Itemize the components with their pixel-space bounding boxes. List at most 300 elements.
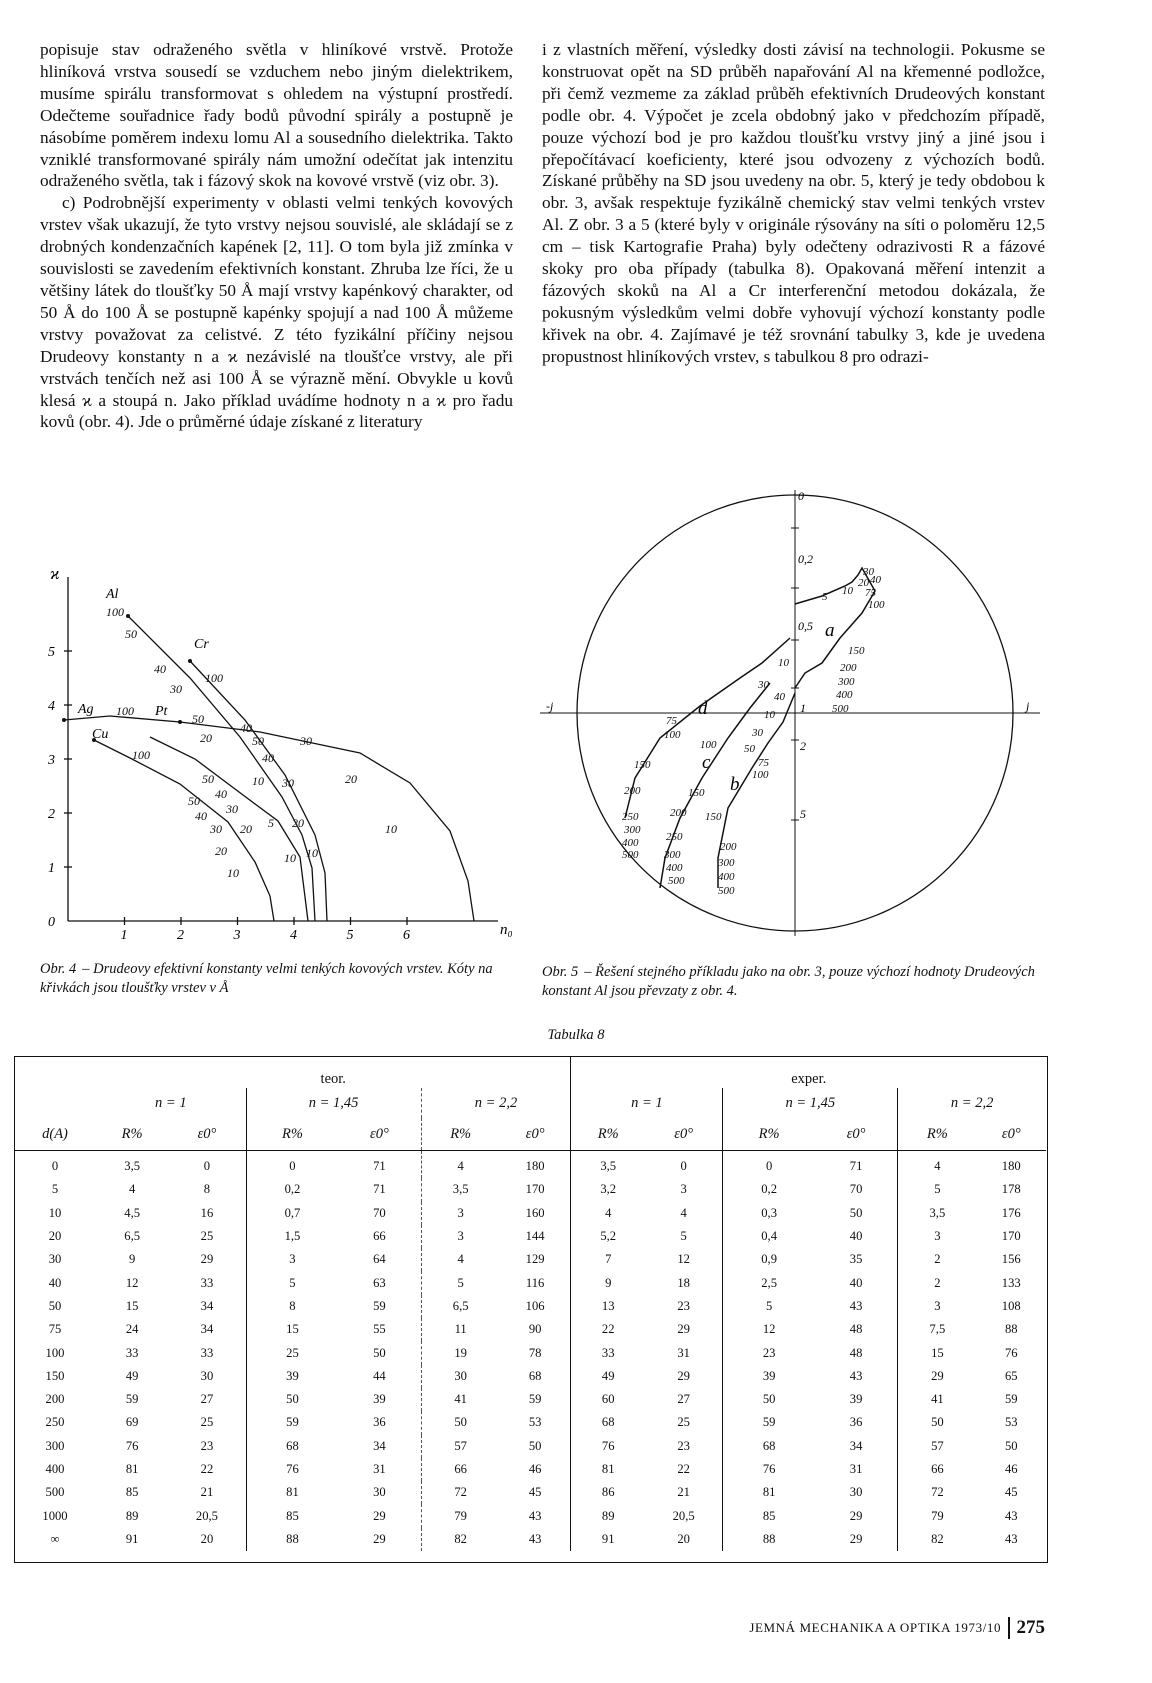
x-tick-label: 3 — [233, 928, 241, 943]
table-cell: 34 — [849, 1438, 863, 1453]
annotation: 10 — [764, 709, 775, 721]
table-row — [14, 1341, 1046, 1364]
table-cell: 12 — [723, 1318, 815, 1341]
table-cell: 4,5 — [124, 1205, 141, 1220]
table-cell: 49 — [125, 1368, 139, 1383]
e-header: ε0° — [645, 1118, 723, 1151]
table-cell: 81 — [723, 1481, 815, 1504]
x-tick-label: 2 — [177, 928, 184, 943]
annotation: 30 — [758, 679, 769, 691]
caption-label: Obr. 5 — [542, 964, 579, 980]
e-header: ε0° — [977, 1118, 1047, 1151]
table-cell: 0 — [680, 1159, 687, 1174]
table-cell: 63 — [373, 1275, 386, 1290]
table-cell: 40 — [849, 1275, 863, 1290]
table-cell: 0,2 — [723, 1178, 815, 1201]
table-cell: 39 — [246, 1365, 338, 1388]
r-header: R% — [571, 1118, 645, 1151]
text-column-right — [542, 39, 1045, 368]
table-cell: 7,5 — [898, 1318, 977, 1341]
thickness-cell: 0 — [51, 1159, 59, 1174]
annotation: 30 — [226, 802, 238, 816]
table-cell: 81 — [571, 1458, 645, 1481]
table-cell: 156 — [1001, 1252, 1021, 1267]
paragraph: i z vlastních měření, výsledky dosti závisí na technologii. Pokusme se konstruovat opět na SD průběh napařování Al na křemenné podložce, při čemž vezmeme za základ průběh efektivních Drudeových konstant podle obr. 4. Výpočet je zcela obdobný jako v předchozím případě, pouze výchozí bod je pro každou tloušťku vrstvy jiný a jiné jsou i přepočítávací koeficienty, které jsou odvozeny z výchozích bodů. Získané průběhy na SD jsou uvedeny na obr. 5, který je tedy obdobou k obr. 3, avšak respektuje fyzikálně chemický stav velmi tenkých vrstev Al. Z obr. 3 a 5 (které byly v originále rýsovány na síti o poloměru 12,5 cm – tisk Kartografie Praha) byly odečteny odrazivosti R a fázové skoky pro oba případy (tabulka 8). Opakovaná měření intenzit a fázových skoků na Al a Cr interferenční metodou dokázala, že pokusným výsledkům velmi dobře vyhovují výchozí konstanty podle křivek na obr. 4. Zajímavé je též srovnání tabulky 3, kde je uvedena propustnost hliníkových vrstev, s tabulkou 8 pro odrazi- — [542, 40, 1045, 366]
axis-tick: 1 — [800, 701, 806, 715]
table-cell: 89 — [125, 1508, 139, 1523]
table-row — [14, 1435, 1046, 1458]
curve-label-d: d — [698, 698, 708, 719]
table-cell: 3 — [421, 1202, 500, 1225]
table-cell: 79 — [898, 1504, 977, 1527]
table-cell: 29 — [200, 1252, 214, 1267]
table-cell: 59 — [373, 1298, 386, 1313]
curve-label-pt: Pt — [155, 704, 168, 719]
table-cell: 3,2 — [571, 1178, 645, 1201]
table-cell: 5 — [723, 1295, 815, 1318]
annotation: 500 — [668, 875, 685, 887]
table-cell: 180 — [1001, 1159, 1021, 1174]
table-cell: 3,5 — [571, 1151, 645, 1179]
table-cell: 1,5 — [246, 1225, 338, 1248]
table-cell: 2 — [898, 1248, 977, 1271]
thickness-cell: 100 — [45, 1345, 65, 1360]
thickness-cell: 300 — [45, 1438, 65, 1453]
annotation: 75 — [865, 587, 876, 599]
table-cell: 85 — [723, 1504, 815, 1527]
table-cell: 4 — [680, 1205, 687, 1220]
table-cell: 88 — [246, 1528, 338, 1551]
r-header: R% — [421, 1118, 500, 1151]
table-cell: 170 — [525, 1182, 545, 1197]
table-cell: 3,5 — [898, 1202, 977, 1225]
annotation: 300 — [838, 676, 855, 688]
table-cell: 144 — [525, 1229, 545, 1244]
table-cell: 29 — [373, 1531, 386, 1546]
thickness-cell: 50 — [48, 1298, 62, 1313]
curve-label-al: Al — [106, 587, 119, 602]
table-cell: 50 — [528, 1438, 542, 1453]
annotation: 250 — [622, 811, 639, 823]
curve-label-a: a — [825, 620, 835, 641]
r-header: R% — [723, 1118, 815, 1151]
table-cell: 55 — [373, 1322, 386, 1337]
y-tick-label: 2 — [48, 807, 55, 822]
table-cell: 86 — [571, 1481, 645, 1504]
table-cell: 24 — [125, 1322, 139, 1337]
table-cell: 0 — [203, 1159, 211, 1174]
annotation: 10 — [842, 585, 853, 597]
table-cell: 72 — [421, 1481, 500, 1504]
table-cell: 19 — [421, 1341, 500, 1364]
table-cell: 25 — [246, 1341, 338, 1364]
annotation: 500 — [718, 885, 735, 897]
curve-label-cu: Cu — [92, 727, 109, 742]
table-cell: 5,2 — [571, 1225, 645, 1248]
annotation: 500 — [832, 703, 849, 715]
table-cell: 0 — [723, 1151, 815, 1179]
table-cell: 0,9 — [723, 1248, 815, 1271]
thickness-cell: 5 — [51, 1182, 59, 1197]
table-cell: 76 — [125, 1438, 139, 1453]
table-cell: 50 — [373, 1345, 386, 1360]
data-table — [14, 1056, 1046, 1551]
table-cell: 33 — [200, 1275, 214, 1290]
annotation: 30 — [752, 727, 763, 739]
table-cell: 88 — [723, 1528, 815, 1551]
table-cell: 57 — [898, 1435, 977, 1458]
table-cell: 3 — [898, 1295, 977, 1318]
table-cell: 41 — [898, 1388, 977, 1411]
table-cell: 15 — [246, 1318, 338, 1341]
table-cell: 30 — [200, 1368, 214, 1383]
table-cell: 36 — [849, 1415, 863, 1430]
table-cell: 29 — [373, 1508, 386, 1523]
annotation: 40 — [870, 574, 881, 586]
table-row — [14, 1458, 1046, 1481]
table-cell: 76 — [246, 1458, 338, 1481]
table-cell: 66 — [898, 1458, 977, 1481]
thickness-cell: 200 — [45, 1392, 65, 1407]
table-cell: 59 — [246, 1411, 338, 1434]
table-cell: 31 — [677, 1345, 690, 1360]
table-cell: 50 — [723, 1388, 815, 1411]
table-cell: 59 — [528, 1392, 542, 1407]
table-cell: 70 — [849, 1182, 863, 1197]
annotation: 10 — [306, 846, 318, 860]
table-cell: 34 — [200, 1322, 214, 1337]
x-axis-label: n₀ — [500, 922, 513, 938]
axis-tick: 2 — [800, 739, 806, 753]
table-cell: 48 — [849, 1322, 863, 1337]
table-row — [14, 1202, 1046, 1225]
annotation: 100 — [664, 729, 681, 741]
table-cell: 46 — [1004, 1462, 1018, 1476]
table-cell: 76 — [723, 1458, 815, 1481]
table-cell: 5 — [246, 1271, 338, 1294]
annotation: 20 — [345, 772, 357, 786]
journal-name: JEMNÁ MECHANIKA A OPTIKA 1973/10 — [749, 1620, 1002, 1635]
table-cell: 30 — [849, 1485, 863, 1500]
table-cell: 29 — [849, 1508, 863, 1523]
table-cell: 4 — [898, 1151, 977, 1179]
table-caption: Tabulka 8 — [547, 1027, 605, 1043]
annotation: 20 — [292, 816, 304, 830]
y-tick-label: 1 — [48, 861, 55, 876]
group-label-teor: teor. — [320, 1071, 346, 1087]
annotation: 50 — [202, 772, 214, 786]
table-cell: 12 — [125, 1275, 139, 1290]
table-row — [14, 1411, 1046, 1434]
table-cell: 22 — [571, 1318, 645, 1341]
table-cell: 20 — [677, 1531, 690, 1546]
table-cell: 71 — [373, 1159, 386, 1174]
table-cell: 89 — [571, 1504, 645, 1527]
annotation: 100 — [700, 739, 717, 751]
table-row — [14, 1248, 1046, 1271]
annotation: 150 — [705, 811, 722, 823]
paragraph: c) Podrobnější experimenty v oblasti velmi tenkých kovových vrstev však ukazují, že tyto vrstvy nejsou souvislé, ale skládají se z drobných kondenzačních kapének [2, 11]. O tom byla již zmínka v souvislosti se zavedením efektivních konstant. Zhruba lze říci, že u většiny látek do tloušťky 50 Å mají vrstvy kapénkový charakter, od 50 Å do 100 Å se postupně kapénky spojují a nad 100 Å můžeme vrstvy považovat za celistvé. Z této fyzikální příčiny nejsou Drudeovy konstanty n a ϰ nezávislé na tloušťce vrstvy, ale při vrstvách tenčích než asi 100 Å se výrazně mění. Obvykle u kovů klesá ϰ a stoupá n. Jako příklad uvádíme hodnoty n a ϰ pro řadu kovů (obr. 4). Jde o průměrné údaje získané z literatury — [40, 193, 513, 432]
table-cell: 34 — [200, 1298, 214, 1313]
annotation: 100 — [868, 599, 885, 611]
annotation: 30 — [170, 682, 182, 696]
annotation: 5 — [822, 591, 828, 603]
table-cell: 36 — [373, 1415, 386, 1430]
annotation: 400 — [622, 837, 639, 849]
table-cell: 8 — [203, 1182, 211, 1197]
annotation: 500 — [622, 849, 639, 861]
table-cell: 170 — [1001, 1229, 1021, 1244]
table-cell: 57 — [421, 1435, 500, 1458]
annotation: 10 — [385, 822, 397, 836]
table-cell: 59 — [125, 1392, 139, 1407]
table-cell: 39 — [723, 1365, 815, 1388]
annotation: 40 — [262, 751, 274, 765]
y-tick-label: 0 — [48, 915, 55, 930]
point-marker — [62, 718, 66, 722]
table-cell: 41 — [421, 1388, 500, 1411]
divider — [1008, 1617, 1009, 1639]
annotation: 40 — [195, 809, 207, 823]
table-cell: 33 — [571, 1341, 645, 1364]
annotation: 40 — [215, 787, 227, 801]
table-cell: 59 — [1004, 1392, 1018, 1407]
table-cell: 108 — [1001, 1298, 1021, 1313]
table-cell: 25 — [677, 1415, 690, 1430]
table-cell: 53 — [528, 1415, 542, 1430]
table-cell: 3 — [680, 1182, 687, 1197]
table-cell: 68 — [246, 1435, 338, 1458]
table-row — [14, 1365, 1046, 1388]
text-column-left — [40, 39, 513, 433]
table-cell: 5 — [898, 1178, 977, 1201]
table-cell: 5 — [680, 1229, 687, 1244]
table-cell: 53 — [1004, 1415, 1018, 1430]
table-cell: 22 — [677, 1462, 690, 1476]
table-row — [14, 1151, 1046, 1179]
table-cell: 81 — [246, 1481, 338, 1504]
table-row — [14, 1318, 1046, 1341]
table-cell: 45 — [528, 1485, 542, 1500]
curve-label-ag: Ag — [78, 702, 94, 717]
table-cell: 29 — [677, 1322, 690, 1337]
table-cell: 12 — [677, 1252, 690, 1267]
table-cell: 7 — [571, 1248, 645, 1271]
group-label-exper: exper. — [571, 1056, 1046, 1088]
thickness-cell: 75 — [48, 1322, 62, 1337]
table-cell: 78 — [528, 1345, 542, 1360]
annotation: 20 — [215, 844, 227, 858]
n-header: n = 2,2 — [898, 1088, 1046, 1118]
curve-label-b: b — [730, 774, 740, 795]
curve-pt — [150, 737, 308, 921]
table-cell: 91 — [571, 1528, 645, 1551]
annotation: 20 — [200, 731, 212, 745]
table-cell: 3,5 — [421, 1178, 500, 1201]
table-cell: 76 — [1004, 1345, 1018, 1360]
curve-d — [625, 638, 790, 818]
axis-tick: 0 — [798, 489, 804, 503]
table-cell: 35 — [849, 1252, 863, 1267]
x-tick-label: 4 — [290, 928, 297, 943]
table-cell: 40 — [849, 1229, 863, 1244]
table-cell: 66 — [373, 1229, 386, 1244]
table-cell: 81 — [125, 1462, 139, 1476]
table-cell: 44 — [373, 1368, 386, 1383]
caption-text: – Řešení stejného příkladu jako na obr. 3, pouze výchozí hodnoty Drudeových konstant Al jsou převzaty z obr. 4. — [542, 964, 1035, 999]
table-cell: 34 — [373, 1438, 386, 1453]
table-cell: 176 — [1001, 1205, 1021, 1220]
table-cell: 23 — [677, 1298, 690, 1313]
annotation: 30 — [282, 776, 294, 790]
table-cell: 129 — [525, 1252, 545, 1267]
table-cell: 29 — [677, 1368, 690, 1383]
table-cell: 21 — [200, 1485, 214, 1500]
table-cell: 3 — [898, 1225, 977, 1248]
table-cell: 85 — [246, 1504, 338, 1527]
table-cell: 31 — [849, 1462, 863, 1476]
table-cell: 2,5 — [723, 1271, 815, 1294]
y-tick-label: 5 — [48, 645, 55, 660]
table-cell: 180 — [525, 1159, 545, 1174]
page-footer — [749, 1617, 1045, 1639]
table-cell: 71 — [849, 1159, 863, 1174]
table-cell: 79 — [421, 1504, 500, 1527]
table-row — [14, 1178, 1046, 1201]
e-header: ε0° — [500, 1118, 571, 1151]
table-cell: 178 — [1001, 1182, 1021, 1197]
table-cell: 2 — [898, 1271, 977, 1294]
table-cell: 15 — [898, 1341, 977, 1364]
e-header: ε0° — [815, 1118, 898, 1151]
thickness-cell: 1000 — [42, 1508, 68, 1523]
table-cell: 85 — [125, 1485, 139, 1500]
table-cell: 43 — [849, 1298, 863, 1313]
table-cell: 29 — [898, 1365, 977, 1388]
curve-label-cr: Cr — [194, 637, 209, 652]
table-row — [14, 1388, 1046, 1411]
annotation: 100 — [205, 671, 223, 685]
table-cell: 39 — [373, 1392, 386, 1407]
table-cell: 68 — [571, 1411, 645, 1434]
table-cell: 50 — [421, 1411, 500, 1434]
axis-tick: 0,5 — [798, 619, 813, 633]
table-cell: 70 — [373, 1205, 386, 1220]
table-cell: 23 — [200, 1438, 214, 1453]
table-cell: 45 — [1004, 1485, 1018, 1500]
table-row — [14, 1295, 1046, 1318]
table-cell: 5 — [421, 1271, 500, 1294]
axis-label-j: j — [1026, 699, 1030, 713]
table-cell: 160 — [525, 1205, 545, 1220]
annotation: 10 — [284, 851, 296, 865]
table-cell: 106 — [525, 1298, 545, 1313]
table-cell: 50 — [898, 1411, 977, 1434]
annotation: 10 — [778, 657, 789, 669]
annotation: 400 — [666, 862, 683, 874]
annotation: 400 — [718, 871, 735, 883]
table-cell: 9 — [571, 1271, 645, 1294]
axis-label-minus-j: -j — [546, 699, 554, 713]
table-cell: 72 — [898, 1481, 977, 1504]
paragraph: popisuje stav odraženého světla v hliníkové vrstvě. Protože hliníková vrstva sousedí se vzduchem nebo jiným dielektrikem, musíme spirálu transformovat s ohledem na výstupní prostředí. Odečteme souřadnice řady bodů původní spirály a postupně je násobíme poměrem indexu lomu Al a sousedního dielektrika. Takto vzniklé transformované spirály nám umožní odečítat jak intenzitu odraženého světla, tak i fázový skok na kovové vrstvě (viz obr. 3). — [40, 40, 513, 191]
annotation: 300 — [664, 849, 681, 861]
annotation: 40 — [154, 662, 166, 676]
annotation: 200 — [670, 807, 687, 819]
r-header: R% — [898, 1118, 977, 1151]
caption-text: – Drudeovy efektivní konstanty velmi tenkých kovových vrstev. Kóty na křivkách jsou tloušťky vrstev v Å — [40, 961, 493, 996]
x-tick-label: 5 — [346, 928, 354, 943]
table-cell: 4 — [421, 1151, 500, 1179]
table-row — [14, 1225, 1046, 1248]
table-cell: 6,5 — [421, 1295, 500, 1318]
table-cell: 15 — [125, 1298, 139, 1313]
annotation: 150 — [688, 787, 705, 799]
thickness-cell: 40 — [48, 1275, 62, 1290]
point-marker — [188, 659, 192, 663]
annotation: 10 — [252, 774, 264, 788]
y-tick-label: 3 — [48, 753, 55, 768]
d-header: d(A) — [14, 1118, 96, 1151]
table-cell: 3,5 — [124, 1159, 141, 1174]
table-cell: 4 — [128, 1182, 136, 1197]
table-cell: 4 — [421, 1248, 500, 1271]
table-cell: 0,2 — [246, 1178, 338, 1201]
table-cell: 133 — [1001, 1275, 1021, 1290]
table-cell: 43 — [1004, 1531, 1018, 1546]
annotation: 400 — [836, 689, 853, 701]
table-cell: 27 — [200, 1392, 214, 1407]
annotation: 100 — [132, 748, 150, 762]
annotation: 50 — [125, 627, 137, 641]
table-cell: 22 — [200, 1462, 214, 1476]
annotation: 40 — [774, 691, 785, 703]
curve-cr — [190, 661, 327, 921]
table-cell: 30 — [373, 1485, 386, 1500]
table-cell: 21 — [677, 1485, 690, 1500]
table-cell: 48 — [849, 1345, 863, 1360]
table-cell: 43 — [528, 1508, 542, 1523]
annotation: 50 — [192, 712, 204, 726]
thickness-cell: 500 — [45, 1485, 65, 1500]
table-cell: 11 — [421, 1318, 500, 1341]
n-header: n = 1 — [571, 1088, 723, 1118]
thickness-cell: ∞ — [50, 1531, 60, 1546]
thickness-cell: 10 — [48, 1205, 62, 1220]
table-cell: 18 — [677, 1275, 690, 1290]
point-marker — [178, 720, 182, 724]
table-cell: 9 — [128, 1252, 136, 1267]
annotation: 150 — [634, 759, 651, 771]
table-cell: 30 — [421, 1365, 500, 1388]
thickness-cell: 20 — [48, 1229, 62, 1244]
table-cell: 0,7 — [246, 1202, 338, 1225]
table-cell: 116 — [525, 1275, 545, 1290]
x-tick-label: 1 — [120, 928, 128, 943]
annotation: 150 — [848, 645, 865, 657]
table-cell: 64 — [373, 1252, 386, 1267]
annotation: 200 — [840, 662, 857, 674]
table-cell: 39 — [849, 1392, 863, 1407]
table-cell: 90 — [528, 1322, 542, 1337]
table-body — [14, 1151, 1046, 1552]
thickness-cell: 250 — [45, 1415, 65, 1430]
annotation: 250 — [666, 831, 683, 843]
table-cell: 13 — [571, 1295, 645, 1318]
y-tick-label: 4 — [48, 699, 55, 714]
table-cell: 23 — [677, 1438, 690, 1453]
annotation: 50 — [188, 794, 200, 808]
